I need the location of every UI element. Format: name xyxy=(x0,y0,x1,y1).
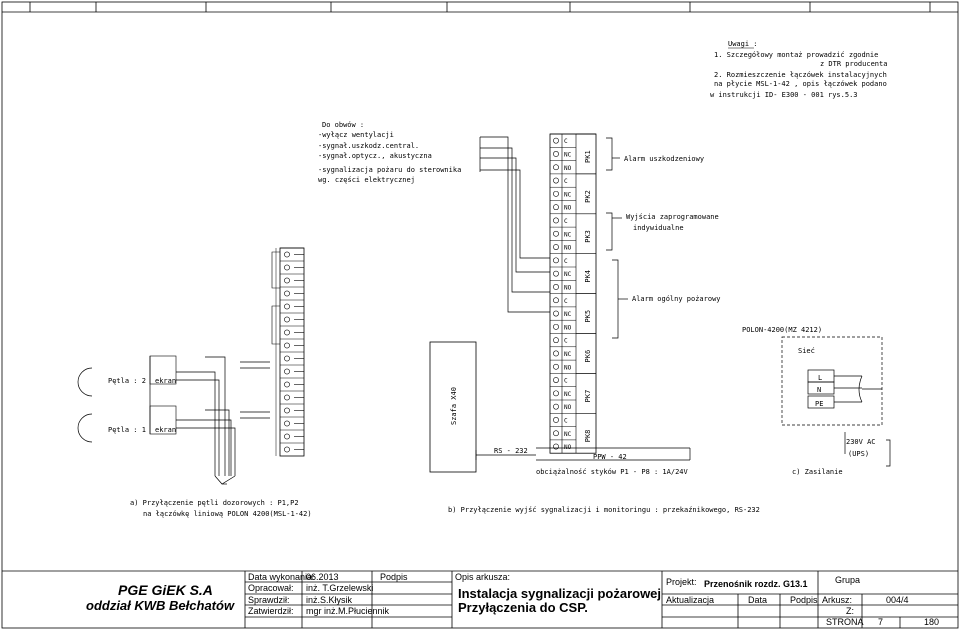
terminal-label: C xyxy=(564,217,568,225)
terminal-screw xyxy=(553,165,558,170)
company-name: PGE GiEK S.A xyxy=(118,582,213,598)
terminal-screw xyxy=(284,252,289,257)
terminal-screw xyxy=(284,369,289,374)
note-line: na płycie MSL-1-42 , opis łączówek podano xyxy=(714,80,887,88)
date-label: Data wykonania: xyxy=(248,572,315,582)
relay-callouts xyxy=(606,138,628,338)
terminal-screw xyxy=(553,391,558,396)
sheet-value: 004/4 xyxy=(886,595,909,605)
sheet-title-line-1: Instalacja sygnalizacji pożarowej xyxy=(458,586,662,601)
callout-alarm-general: Alarm ogólny pożarowy xyxy=(632,295,721,303)
terminal-label: NO xyxy=(564,364,572,372)
terminal-screw xyxy=(284,447,289,452)
group-label: Grupa xyxy=(835,575,861,585)
network-label: Sieć xyxy=(798,347,815,355)
terminal-screw xyxy=(553,364,558,369)
note-line: 1. Szczegółowy montaż prowadzić zgodnie xyxy=(714,51,879,59)
terminal-screw xyxy=(284,304,289,309)
note-line: 2. Rozmieszczenie łączówek instalacyjnych xyxy=(714,71,887,79)
relay-label: PK6 xyxy=(584,349,592,363)
terminal-screw xyxy=(284,343,289,348)
terminal-label: C xyxy=(564,377,568,385)
terminal-screw xyxy=(553,311,558,316)
circuits-block xyxy=(318,121,461,184)
checked-value: inż.S.Kłysik xyxy=(306,595,353,605)
loop-wiring xyxy=(78,356,270,484)
terminal-screw xyxy=(284,278,289,283)
date-value: 06.2013 xyxy=(306,572,339,582)
data-col-label: Data xyxy=(748,595,768,605)
callout-alarm-fault: Alarm uszkodzeniowy xyxy=(624,155,705,163)
terminal-screw xyxy=(553,191,558,196)
terminal-screw xyxy=(553,351,558,356)
relay-label: PK8 xyxy=(584,429,592,443)
terminal-screw xyxy=(553,178,558,183)
terminal-label: NO xyxy=(564,204,572,212)
terminal-label: NC xyxy=(564,390,572,398)
terminal-label: C xyxy=(564,257,568,265)
notes-block xyxy=(710,40,887,99)
loop-2-label: Pętla : 2 xyxy=(108,377,146,385)
relay-wiring xyxy=(480,137,550,312)
terminal-screw xyxy=(284,421,289,426)
terminal-screw xyxy=(553,431,558,436)
approved-value: mgr inż.M.Płuciennik xyxy=(306,606,390,616)
terminal-screw xyxy=(284,356,289,361)
terminal-l: L xyxy=(818,374,823,382)
terminal-label: NO xyxy=(564,404,572,412)
terminal-screw xyxy=(553,258,558,263)
sheet-label: Arkusz: xyxy=(822,595,853,605)
terminal-screw xyxy=(553,218,558,223)
terminal-screw xyxy=(284,265,289,270)
project-label: Projekt: xyxy=(666,577,697,587)
relay-terminal-strip xyxy=(550,134,596,453)
screen-label: ekran xyxy=(155,426,177,434)
cabinet-label: Szafa X40 xyxy=(450,387,458,425)
relay-label: PK5 xyxy=(584,309,592,323)
callout-programmable: indywidualne xyxy=(633,224,684,232)
terminal-screw xyxy=(284,291,289,296)
terminal-screw xyxy=(284,408,289,413)
terminal-label: NC xyxy=(564,271,572,279)
checked-label: Sprawdził: xyxy=(248,595,290,605)
polon-title: POLON-4200(MZ 4212) xyxy=(742,326,823,334)
circuits-line: -sygnał.optycz., akustyczna xyxy=(318,152,432,160)
rs232-label: RS - 232 xyxy=(494,447,528,455)
terminal-label: C xyxy=(564,337,568,345)
page-label: STRONA xyxy=(826,617,864,627)
terminal-screw xyxy=(284,330,289,335)
terminal-screw xyxy=(553,298,558,303)
caption-a: na łączówkę liniową POLON 4200(MSL-1-42) xyxy=(143,510,312,518)
terminal-screw xyxy=(553,244,558,249)
callout-programmable: Wyjścia zaprogramowane xyxy=(626,213,719,221)
circuits-line: -sygnał.uszkodz.central. xyxy=(318,142,420,150)
circuits-line: -wyłącz wentylacji xyxy=(318,131,394,139)
terminal-screw xyxy=(553,444,558,449)
company-branch: oddział KWB Bełchatów xyxy=(86,598,235,613)
terminal-screw xyxy=(553,271,558,276)
relay-label: PK2 xyxy=(584,190,592,203)
screen-label: ekran xyxy=(155,377,177,385)
terminal-screw xyxy=(553,338,558,343)
terminal-screw xyxy=(553,404,558,409)
terminal-screw xyxy=(553,417,558,422)
terminal-label: C xyxy=(564,417,568,425)
ups-label: (UPS) xyxy=(848,450,870,458)
approved-label: Zatwierdził: xyxy=(248,606,294,616)
ppw-label: PPW - 42 xyxy=(593,453,627,461)
terminal-label: NC xyxy=(564,191,572,199)
terminal-screw xyxy=(284,395,289,400)
terminal-label: C xyxy=(564,178,568,186)
terminal-screw xyxy=(553,138,558,143)
ups-voltage: 230V AC xyxy=(846,438,876,446)
terminal-screw xyxy=(553,205,558,210)
terminal-screw xyxy=(553,324,558,329)
terminal-label: NC xyxy=(564,311,572,319)
terminal-label: C xyxy=(564,138,568,146)
terminal-label: C xyxy=(564,297,568,305)
z-label: Z: xyxy=(846,606,854,616)
loop-1-label: Pętla : 1 xyxy=(108,426,146,434)
circuits-line: wg. części elektrycznej xyxy=(318,176,415,184)
prepared-value: inż. T.Grzelewski xyxy=(306,583,374,593)
relay-label: PK1 xyxy=(584,150,592,163)
update-label: Aktualizacja xyxy=(666,595,715,605)
terminal-screw xyxy=(553,377,558,382)
load-label: obciążalność styków P1 - P8 : 1A/24V xyxy=(536,468,688,476)
caption-a: a) Przyłączenie pętli dozorowych : P1,P2 xyxy=(130,499,299,507)
prepared-label: Opracował: xyxy=(248,583,294,593)
terminal-label: NC xyxy=(564,151,572,159)
terminal-label: NC xyxy=(564,350,572,358)
terminal-label: NC xyxy=(564,430,572,438)
terminal-n: N xyxy=(817,386,822,394)
terminal-screw xyxy=(284,382,289,387)
terminal-pe: PE xyxy=(815,400,824,408)
power-caption: c) Zasilanie xyxy=(792,468,843,476)
terminal-screw xyxy=(284,317,289,322)
signature-label: Podpis xyxy=(380,572,408,582)
terminal-label: NO xyxy=(564,444,572,452)
terminal-screw xyxy=(553,231,558,236)
sheet-title-line-2: Przyłączenia do CSP. xyxy=(458,600,588,615)
circuits-line: Do obwów : xyxy=(322,121,365,129)
relay-label: PK3 xyxy=(584,230,592,243)
terminal-screw xyxy=(284,434,289,439)
relay-label: PK7 xyxy=(584,389,592,403)
podpis-col-label: Podpis xyxy=(790,595,818,605)
note-line: w instrukcji ID- E300 - 001 rys.5.3 xyxy=(710,91,858,99)
terminal-screw xyxy=(553,284,558,289)
terminal-screw xyxy=(553,151,558,156)
terminal-label: NC xyxy=(564,231,572,239)
caption-b: b) Przyłączenie wyjść sygnalizacji i monitoringu : przekaźnikowego, RS-232 xyxy=(448,506,760,514)
description-label: Opis arkusza: xyxy=(455,572,511,582)
page-value: 7 xyxy=(878,617,884,627)
notes-title: Uwagi : xyxy=(728,40,758,48)
loop-terminal-strip xyxy=(272,248,304,456)
relay-label: PK4 xyxy=(584,269,592,283)
terminal-label: NO xyxy=(564,164,572,172)
terminal-label: NO xyxy=(564,284,572,292)
polon-power xyxy=(782,337,890,466)
note-line: z DTR producenta xyxy=(820,60,888,68)
page-total: 180 xyxy=(924,617,940,627)
circuits-line: -sygnalizacja pożaru do sterownika xyxy=(318,166,462,174)
project-value: Przenośnik rozdz. G13.1 xyxy=(704,579,808,589)
terminal-label: NO xyxy=(564,244,572,252)
terminal-label: NO xyxy=(564,324,572,332)
